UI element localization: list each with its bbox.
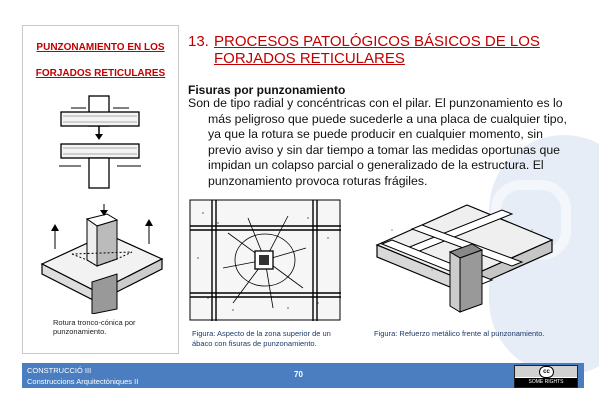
slab-section-drawing xyxy=(51,94,151,194)
body-paragraph: Son de tipo radial y concéntricas con el pilar. El punzonamiento es lo más peligroso que puede sucederle a una placa de cualquier tipo, ya que la rotura se puede producir en cualquier momento, sin previo aviso y sin dar tiempo a tomar las medidas oportunas que impidan un colapso parcial o generalizado de la estructura. El punzonamiento provoca roturas frágiles. xyxy=(188,96,567,188)
abacus-cracks-figure xyxy=(188,198,343,323)
sidebar-title-line2: FORJADOS RETICULARES xyxy=(35,68,166,79)
figure-caption-right: Figura: Refuerzo metálico frente al punzonamiento. xyxy=(374,329,545,338)
footer-course-info xyxy=(27,365,138,387)
sidebar-panel xyxy=(22,25,179,354)
sidebar-caption: Rotura tronco-cónica por punzonamiento. xyxy=(53,318,136,336)
heading-number: 13. xyxy=(188,33,209,50)
cc-license-text: SOME RIGHTS RESERVED xyxy=(515,378,577,387)
punching-cone-drawing xyxy=(37,204,167,314)
footer-bar xyxy=(22,363,584,394)
heading-title: PROCESOS PATOLÓGICOS BÁSICOS DE LOS FORJADOS RETICULARES xyxy=(214,33,540,67)
steel-reinforcement-figure xyxy=(372,200,557,320)
page-number: 70 xyxy=(294,370,303,379)
section-subheading: Fisuras por punzonamiento xyxy=(188,83,346,97)
creative-commons-badge[interactable] xyxy=(514,365,578,394)
cc-icon: cc xyxy=(539,366,554,378)
figure-caption-left: Figura: Aspecto de la zona superior de un ábaco con fisuras de punzonamiento. xyxy=(192,329,331,348)
footer-subject: Construccions Arquitectòniques II xyxy=(27,377,139,386)
sidebar-title-line1: PUNZONAMIENTO EN LOS xyxy=(36,42,165,53)
footer-course: CONSTRUCCIÓ III xyxy=(27,366,92,375)
